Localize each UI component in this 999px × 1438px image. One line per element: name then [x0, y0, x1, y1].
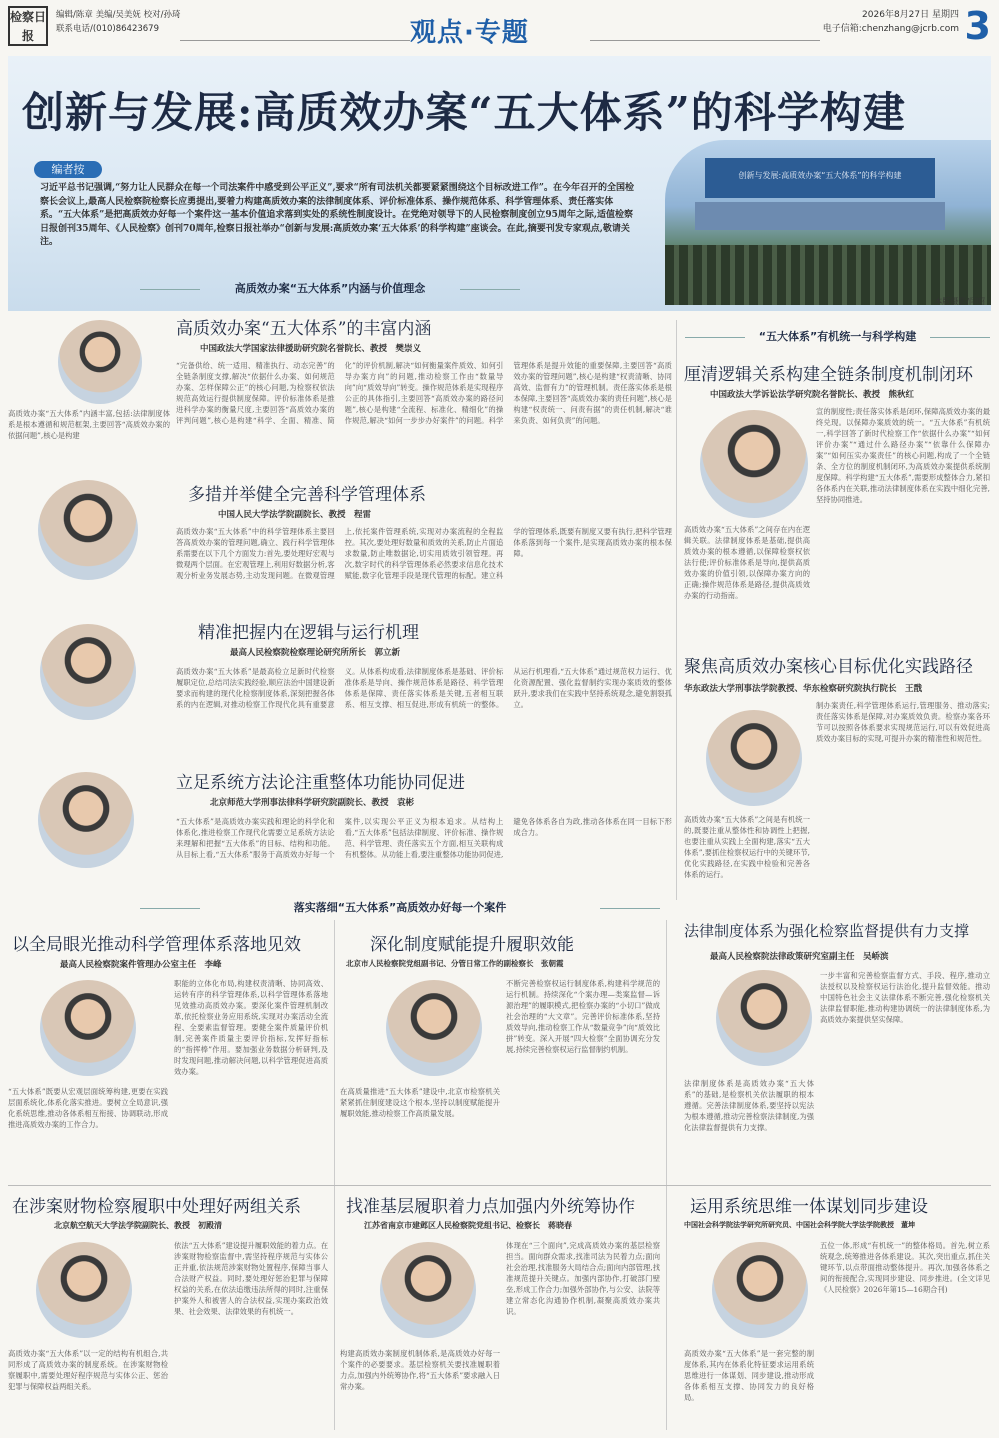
article-title: 精准把握内在逻辑与运行机理 — [198, 623, 419, 643]
author-portrait — [716, 970, 812, 1066]
column-divider — [334, 920, 335, 1430]
article-body: 职能的立体化布局,构建权责清晰、协同高效、运转有序的科学管理体系,以科学管理体系落地见效推动高质效办案。要深化案件管理机制改革,依托检察业务应用系统,实现对办案活动全流程、全要素监督管理。要健全案件质量评价机制,完善案件质量主要评价指标,发挥好指标的“指挥棒”作用。要加强业务数据分析研判,及时发现问题,推动解决问题,以科学管理促进高质效办案。 — [174, 979, 328, 1076]
article-body: 五位一体,形成“有机统一”的整体格局。首先,树立系统观念,统筹推进各体系建设。其次,突出重点,抓住关键环节,以点带面推动整体提升。再次,加强各体系之间的衔接配合,实现同步建设、同步推进。(全文详见《人民检察》2026年第15—16期合刊) — [820, 1241, 990, 1294]
editor-credits: 编辑/陈章 美编/吴美妩 校对/孙琦 — [56, 10, 181, 20]
article-author: 最高人民检察院案件管理办公室主任 李峰 — [60, 960, 222, 970]
section-header-3: 落实落细“五大体系”高质效办好每一个案件 — [140, 900, 660, 916]
article-title: 厘清逻辑关系构建全链条制度机制闭环 — [684, 365, 973, 385]
article-author: 北京航空航天大学法学院副院长、教授 初殿清 — [54, 1221, 222, 1230]
section-title: 观点·专题 — [410, 18, 529, 48]
author-portrait — [40, 624, 136, 720]
article-title: 多措并举健全完善科学管理体系 — [188, 485, 426, 505]
masthead-info — [56, 8, 181, 36]
column-divider — [676, 320, 677, 900]
author-portrait — [38, 772, 134, 868]
header-rule-left — [180, 40, 410, 41]
article-caption: 高质效办案“五大体系”以一定的结构有机组合,共同形成了高质效办案的制度系统。在涉案财物检察履职中,需要处理好程序规范与实体公正、惩治犯罪与保障权益两组关系。 — [8, 1349, 168, 1391]
article-author: 中国社会科学院法学研究所研究员、中国社会科学院大学法学院教授 董坤 — [684, 1221, 915, 1229]
main-title: 创新与发展:高质效办案“五大体系”的科学构建 — [22, 88, 906, 137]
article-author: 最高人民检察院检察理论研究所所长 郭立新 — [230, 648, 401, 658]
article-title: 高质效办案“五大体系”的丰富内涵 — [176, 319, 432, 339]
author-portrait — [40, 980, 136, 1076]
author-portrait — [380, 1242, 476, 1338]
article-body: 宣的制度性;责任落实体系是闭环,保障高质效办案的最终兑现。以保障办案质效的统一。“五大体系”有机统一,科学回答了新时代检察工作“依据什么办案”“如何评价办案”“通过什么路径办案”“依靠什么保障办案”“如何压实办案责任”的核心问题,构成了一个全链条、全方位的制度机制闭环,为高质效办案提供系统制度保障。科学构建“五大体系”,需要形成整体合力,紧扣各体系内在关联,推动法律制度体系在实践中细化完善,坚持协同推进。 — [816, 407, 990, 504]
article-body: 体现在“三个面向”,完成高质效办案的基层检察担当。面向群众需求,找准司法为民着力点;面向社会治理,找准服务大局结合点;面向内部管理,找准规范提升关键点。加强内部协作,打破部门壁垒,形成工作合力;加强外部协作,与公安、法院等建立常态化沟通协作机制,凝聚高质效办案共识。 — [506, 1241, 660, 1316]
article-author: 江苏省南京市建邺区人民检察院党组书记、检察长 蒋晓春 — [364, 1221, 572, 1230]
photo-credit: 本版摄影/闫昭 — [934, 297, 985, 306]
article-author: 中国人民大学法学院副院长、教授 程雷 — [218, 510, 372, 520]
symposium-photo — [665, 140, 991, 305]
article-author: 最高人民检察院法律政策研究室副主任 吴峤滨 — [710, 952, 889, 962]
column-divider — [666, 920, 667, 1430]
contact-email: 电子信箱:chenzhang@jcrb.com — [822, 24, 959, 34]
author-portrait — [38, 480, 138, 580]
author-portrait — [36, 1242, 132, 1338]
article-body: 高质效办案“五大体系”中的科学管理体系主要回答高质效办案的管理问题,确立、践行科学管理体系需要在以下几个方面发力:首先,要处理好宏观与微观两个层面。在宏观管理上,利用好数据分析,客观分析业务发展态势,主动发现问题。在微观管理上,依托案件管理系统,实现对办案流程的全程监控。其次,要处理好数量和质效的关系,防止片面追求数量,防止唯数据论,切实用质效引领管理。再次,数字时代的科学管理体系必然要求信息化技术赋能,数字化管理手段是现代管理的标配。建立科学的管理体系,既要有制度又要有执行,把科学管理体系落到每一个案件,是实现高质效办案的根本保障。 — [176, 527, 672, 580]
newspaper-logo: 检察日报 — [8, 6, 48, 46]
article-title: 运用系统思维一体谋划同步建设 — [690, 1197, 928, 1217]
row-divider — [8, 1185, 991, 1186]
article-caption: 构建高质效办案制度机制体系,是高质效办好每一个案件的必要要求。基层检察机关要找准履职着力点,加强内外统筹协作,将“五大体系”要求融入日常办案。 — [340, 1349, 500, 1391]
article-caption: 在高质量推进“五大体系”建设中,北京市检察机关紧紧抓住制度建设这个根本,坚持以制度赋能提升履职效能,推动检察工作高质量发展。 — [340, 1087, 500, 1118]
article-body: “完备供给、统一适用、精准执行、动态完善”的全链条制度支撑,解决“依据什么办案、如何规范办案、怎样保障公正”的核心问题,为检察权依法规范高效运行提供制度保障。评价标准体系是推进科学办案的衡量尺度,主要回答“高质效办案的评判问题”,核心是构建“科学、全面、精准、简化”的评价机制,解决“如何衡量案件质效、如何引导办案方向”的问题,推动检察工作由“数量导向”向“质效导向”转变。操作规范体系是实现程序公正的具体指引,主要回答“高质效办案的路径问题”,核心是构建“全流程、标准化、精细化”的操作规范,解决“如何一步步办好案件”的问题。科学管理体系是提升效能的重要保障,主要回答“高质效办案的管理问题”,核心是构建“权责清晰、协同高效、监督有力”的管理机制。责任落实体系是根本保障,主要回答“高质效办案的责任问题”,核心是构建“权责统一、问责有据”的责任机制,解决“谁来负责、如何负责”的问题。 — [176, 361, 672, 425]
page-number: 3 — [964, 4, 991, 48]
editor-note-text: 习近平总书记强调,“努力让人民群众在每一个司法案件中感受到公平正义”,要求“所有司法机关都要紧紧围绕这个目标改进工作”。在今年召开的全国检察长会议上,最高人民检察院检察长应勇提出,要着力构建高质效办案的法律制度体系、评价标准体系、操作规范体系、科学管理体系、责任落实体系。“五大体系”是把高质效办好每一个案件这一基本价值追求落到实处的系统性制度设计。在党绝对领导下的人民检察制度创立95周年之际,适值检察日报创刊35周年、《人民检察》创刊70周年,检察日报社举办“创新与发展:高质效办案‘五大体系’的科学构建”座谈会。在此,摘要刊发专家观点,敬请关注。 — [40, 183, 634, 247]
issue-date: 2026年8月27日 星期四 — [862, 10, 959, 20]
stage-screen — [705, 158, 935, 198]
article-caption: 高质效办案“五大体系”是一套完整的制度体系,其内在体系化特征要求运用系统思维进行一体谋划、同步建设,推动形成各体系相互支撑、协同发力的良好格局。 — [684, 1349, 814, 1402]
article-caption: “五大体系”既要从宏观层面统筹构建,更要在实践层面系统化,体系化落实推进。要树立全局意识,强化系统思维,推动各体系相互衔接、协调联动,形成推进高质效办案的工作合力。 — [8, 1087, 168, 1129]
article-body: “五大体系”是高质效办案实践和理论的科学化和体系化,推进检察工作现代化需要立足系统方法论来理解和把握“五大体系”的目标、结构和功能。从目标上看,“五大体系”服务于高质效办好每一个案件,以实现公平正义为根本追求。从结构上看,“五大体系”包括法律制度、评价标准、操作规范、科学管理、责任落实五个方面,相互关联构成有机整体。从功能上看,要注重整体功能协同促进,避免各体系各自为政,推动各体系在同一目标下形成合力。 — [176, 817, 672, 859]
date-block — [823, 8, 959, 36]
header-rule-right — [590, 40, 820, 41]
article-body: 一步丰富和完善检察监督方式、手段、程序,推动立法授权以及检察权运行法治化,提升监督效能。推动中国特色社会主义法律体系不断完善,强化检察机关法律监督职能,推动构建协调统一的法律制度体系,为高质效办案提供坚实保障。 — [820, 971, 990, 1024]
article-caption: 高质效办案“五大体系”之间存在内在逻辑关联。法律制度体系是基础,提供高质效办案的根本遵循,以保障检察权依法行使;评价标准体系是导向,提供高质效办案的价值引领,以保障办案方向的正确;操作规范体系是路径,提供高质效办案的行动指南。 — [684, 525, 810, 600]
article-caption: 法律制度体系是高质效办案“五大体系”的基础,是检察机关依法履职的根本遵循。完善法律制度体系,要坚持以宪法为根本遵循,推动完善检察法律制度,为强化法律监督提供有力支撑。 — [684, 1079, 814, 1132]
article-title: 深化制度赋能提升履职效能 — [370, 935, 574, 955]
article-caption: 高质效办案“五大体系”之间是有机统一的,既要注重从整体性和协调性上把握,也要注重从实践上全面构建,落实“五大体系”,要抓住检察权运行中的关键环节,优化实践路径,在实践中检验和完善各体系的运行。 — [684, 815, 810, 879]
author-portrait — [706, 710, 802, 806]
article-body: 依法“五大体系”建设提升履职效能的着力点。在涉案财物检察监督中,需坚持程序规范与实体公正并重,依法规范涉案财物处置程序,保障当事人合法财产权益。同时,要处理好惩治犯罪与保障权益的关系,在依法追缴违法所得的同时,注重保护案外人和被害人的合法权益,实现办案政治效果、社会效果、法律效果的有机统一。 — [174, 1241, 328, 1316]
article-body: 高质效办案“五大体系”是最高检立足新时代检察履职定位,总结司法实践经验,顺应法治中国建设新要求而构建的现代化检察制度体系,深刻把握各体系的内在逻辑,对推动检察工作现代化具有重要意义。从体系构成看,法律制度体系是基础、评价标准体系是导向、操作规范体系是路径、科学管理体系是保障、责任落实体系是关键,五者相互联系、相互支撑、相互促进,形成有机统一的整体。从运行机理看,“五大体系”通过规范权力运行、优化资源配置、强化监督制约实现办案质效的整体跃升,要求我们在实践中坚持系统观念,避免割裂孤立。 — [176, 667, 672, 709]
contact-phone: 联系电话/(010)86423679 — [56, 24, 159, 34]
article-author: 北京市人民检察院党组副书记、分管日常工作的副检察长 张朝霞 — [346, 959, 564, 968]
article-caption: 高质效办案“五大体系”内涵丰富,包括:法律制度体系是根本遵循和规范框架,主要回答“高质效办案的依据问题”,核心是构建 — [8, 409, 170, 440]
article-author: 华东政法大学刑事法学院教授、华东检察研究院执行院长 王戬 — [684, 684, 923, 694]
article-title: 在涉案财物检察履职中处理好两组关系 — [12, 1197, 301, 1217]
editor-note-tag: 编者按 — [34, 161, 102, 178]
article-body: 不断完善检察权运行制度体系,构建科学规范的运行机制。持续深化“个案办理—类案监督—诉源治理”的履职模式,把检察办案的“小切口”做成社会治理的“大文章”。完善评价标准体系,坚持质效导向,推动检察工作从“数量竞争”向“质效比拼”转变。深入开展“四大检察”全面协调充分发展,持续完善检察权运行监督制约机制。 — [506, 979, 660, 1054]
article-author: 中国政法大学诉讼法学研究院名誉院长、教授 熊秋红 — [710, 390, 915, 400]
section-header-2: “五大体系”有机统一与科学构建 — [685, 329, 990, 345]
stage — [695, 202, 945, 230]
article-title: 聚焦高质效办案核心目标优化实践路径 — [684, 657, 973, 677]
article-title: 以全局眼光推动科学管理体系落地见效 — [12, 935, 301, 955]
article-title: 找准基层履职着力点加强内外统筹协作 — [346, 1197, 635, 1217]
article-author: 中国政法大学国家法律援助研究院名誉院长、教授 樊崇义 — [200, 344, 422, 354]
section-header-1: 高质效办案“五大体系”内涵与价值理念 — [140, 281, 520, 297]
article-author: 北京师范大学刑事法律科学研究院副院长、教授 袁彬 — [210, 798, 415, 808]
author-portrait — [386, 980, 482, 1076]
author-portrait — [700, 410, 808, 518]
article-title: 立足系统方法论注重整体功能协同促进 — [176, 773, 465, 793]
author-portrait — [712, 1242, 808, 1338]
article-title: 法律制度体系为强化检察监督提供有力支撑 — [684, 922, 970, 940]
stage-screen-text: 创新与发展:高质效办案“五大体系”的科学构建 — [738, 171, 902, 180]
article-body: 制办案责任,科学管理体系运行,管理服务、推动落实;责任落实体系是保障,对办案质效负责。检察办案各环节可以按照各体系要求实现规范运行,可以有效促进高质效办案目标的实现,可提升办案的精准性和规范性。 — [816, 701, 990, 743]
author-portrait — [58, 320, 142, 404]
